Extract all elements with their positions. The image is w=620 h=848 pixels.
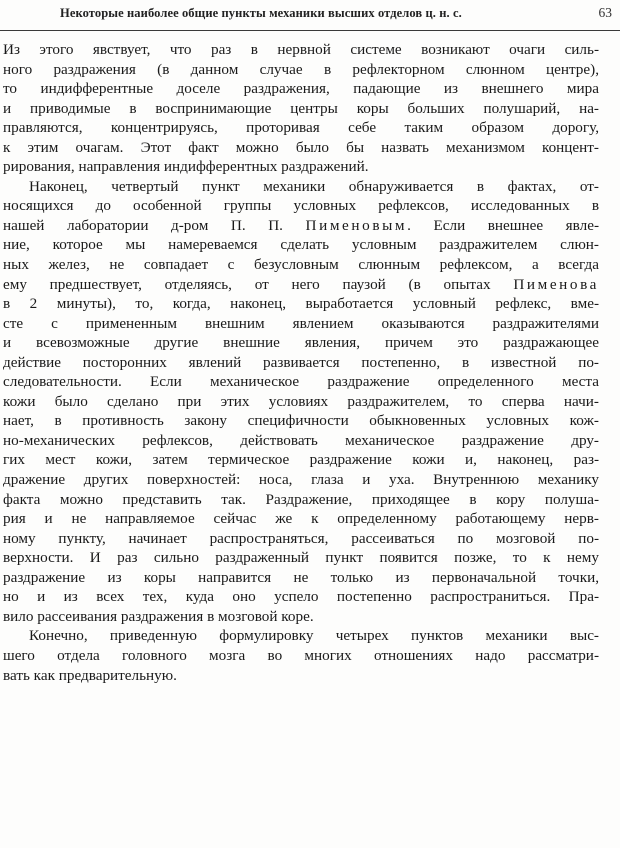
text-run: ему предшествует, отделяясь, от него паузой (в опытах: [3, 275, 514, 293]
running-title: Некоторые наиболее общие пункты механики высших отделов ц. н. с.: [60, 6, 462, 20]
text-line: нает, в противность закону специфичности обыкновенных условных кож-: [3, 412, 599, 430]
text-line: но-механических рефлексов, действовать механическое раздражение дру-: [3, 431, 599, 449]
text-line: верхности. И раз сильно раздраженный пункт появится позже, то к нему: [3, 549, 599, 567]
text-line: ние, которое мы намереваемся сделать условным раздражителем слюн-: [3, 236, 599, 254]
text-line: факта можно представить так. Раздражение, приходящее в кору полуша-: [3, 490, 599, 508]
text-line: сте с примененным внешним явлением оказываются раздражителями: [3, 314, 599, 332]
text-line: следовательности. Если механическое раздражение определенного места: [3, 373, 599, 391]
text-line: рия и не направляемое сейчас же к определенному работающему нерв-: [3, 510, 599, 528]
page-number: 63: [598, 5, 612, 20]
text-run: нашей лаборатории д-ром П. П.: [3, 216, 306, 234]
text-line: Из этого явствует, что раз в нервной системе возникают очаги силь-: [3, 41, 599, 58]
text-line: вать как предварительную.: [3, 666, 177, 684]
text-run: . Если внешнее явле-: [407, 216, 599, 234]
text-line: [3, 216, 599, 236]
text-line: к этим очагам. Этот факт можно было бы назвать механизмом концент-: [3, 138, 599, 156]
text-line: то индифферентные доселе раздражения, падающие из внешнего мира: [3, 80, 599, 98]
paragraph-1: [3, 40, 599, 177]
text-line: шего отдела головного мозга во многих отношениях надо рассматри-: [3, 646, 599, 664]
text-line: носящихся до особенной группы условных рефлексов, исследованных в: [3, 197, 599, 215]
author-name-spaced: Пименовым: [305, 216, 408, 234]
text-line: вило рассеивания раздражения в мозговой коре.: [3, 607, 314, 625]
text-line: Конечно, приведенную формулировку четырех пунктов механики выс-: [29, 627, 599, 645]
text-line: [3, 275, 599, 295]
text-line: но и из всех тех, куда оно успело постепенно распространиться. Пра-: [3, 588, 599, 606]
running-header: [0, 0, 620, 36]
text-line: действие посторонних явлений развивается постепенно, в известной по-: [3, 353, 599, 371]
text-line: и всевозможные другие внешние явления, причем это раздражающее: [3, 334, 599, 352]
paragraph-2: [3, 177, 599, 627]
text-line: раздражение из коры направится не только из первоначальной точки,: [3, 568, 599, 586]
text-line: правляются, концентрируясь, проторивая себе таким образом дорогу,: [3, 119, 599, 137]
paragraph-3: [3, 626, 599, 685]
text-line: в 2 минуты), то, когда, наконец, выработается условный рефлекс, вме-: [3, 295, 599, 313]
text-line: Наконец, четвертый пункт механики обнаруживается в фактах, от-: [29, 177, 599, 195]
author-name-spaced: Пименова: [513, 275, 599, 293]
text-line: дражение других поверхностей: носа, глаза и уха. Внутреннюю механику: [3, 471, 599, 489]
text-line: ного раздражения (в данном случае в рефлекторном слюнном центре),: [3, 60, 599, 78]
text-line: рирования, направления индифферентных раздражений.: [3, 158, 369, 176]
text-line: гих мест кожи, затем термическое раздражение кожи и, наконец, раз-: [3, 451, 599, 469]
header-rule: [0, 30, 620, 31]
text-line: и приводимые в воспринимающие центры коры больших полушарий, на-: [3, 99, 599, 117]
text-line: кожи было сделано при этих условиях раздражителем, то сперва начи-: [3, 392, 599, 410]
text-line: ному пункту, начинает распространяться, рассеиваться по мозговой по-: [3, 529, 599, 547]
body-text: [3, 40, 599, 685]
text-line: ных желез, не совпадает с безусловным слюнным рефлексом, а всегда: [3, 256, 599, 274]
